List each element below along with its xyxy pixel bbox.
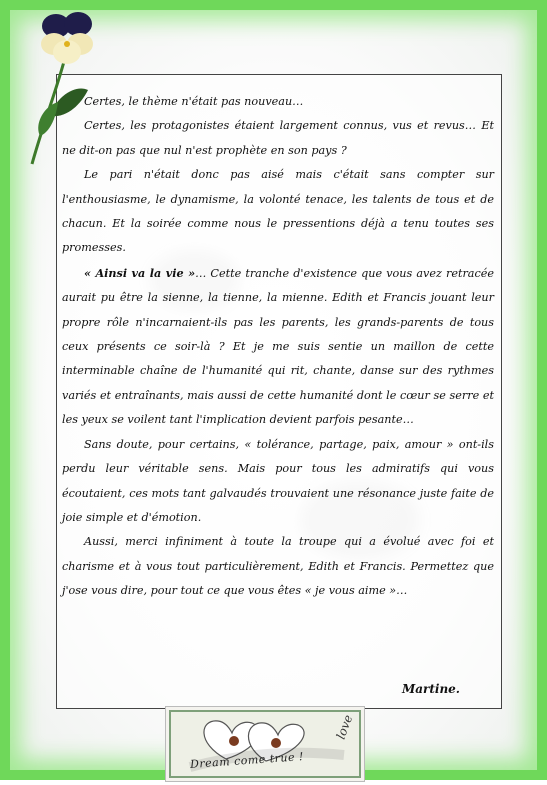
paragraph-3: Le pari n'était donc pas aisé mais c'était sans compter sur l'enthousiasme, le dynamisme, la volonté tenace, les talents de tous et de chacun. Et la soirée comme nous le pressentions déjà a tenu toutes ses promesses. [62,168,494,255]
paragraph-4 [62,261,494,433]
paragraph-6: Aussi, merci infiniment à toute la troupe qui a évolué avec foi et charisme et à vous tout particulièrement, Edith et Francis. Permettez que j'ose vous dire, pour tout ce que vous êtes « je vous aime »… [62,535,494,598]
quote-ainsi-va-la-vie: « Ainsi va la vie » [84,265,196,280]
paragraph-4-text: … Cette tranche d'existence que vous avez retracée aurait pu être la sienne, la tienne, la mienne. Edith et Francis jouant leur propre rôle n'incarnaient-ils pas les parents, les grands-parents de tous ceux présents ce soir-là ? Et je me suis sentie un maillon de cette interminable chaîne de l'humanité qui rit, chante, danse sur des rythmes variés et entraînants, mais aussi de cette humanité dont le cœur se serre et les yeux se voilent tant l'implication devient parfois pesante… [62,266,494,427]
paragraph-5: Sans doute, pour certains, « tolérance, partage, paix, amour » ont-ils perdu leur véritable sens. Mais pour tous les admiratifs qui vous écoutaient, ces mots tant galvaudés trouvaient une résonance juste faite de joie simple et d'émotion. [62,437,494,524]
love-word: love [333,712,356,742]
dream-come-true-banner: Dream come true ! [189,750,305,771]
paragraph-2: Certes, les protagonistes étaient largement connus, vus et revus… Et ne dit-on pas que nul n'est prophète en son pays ? [62,119,494,157]
signature: Martine. [401,682,460,696]
paragraph-1: Certes, le thème n'était pas nouveau… [84,95,304,108]
letter-body [62,90,494,604]
